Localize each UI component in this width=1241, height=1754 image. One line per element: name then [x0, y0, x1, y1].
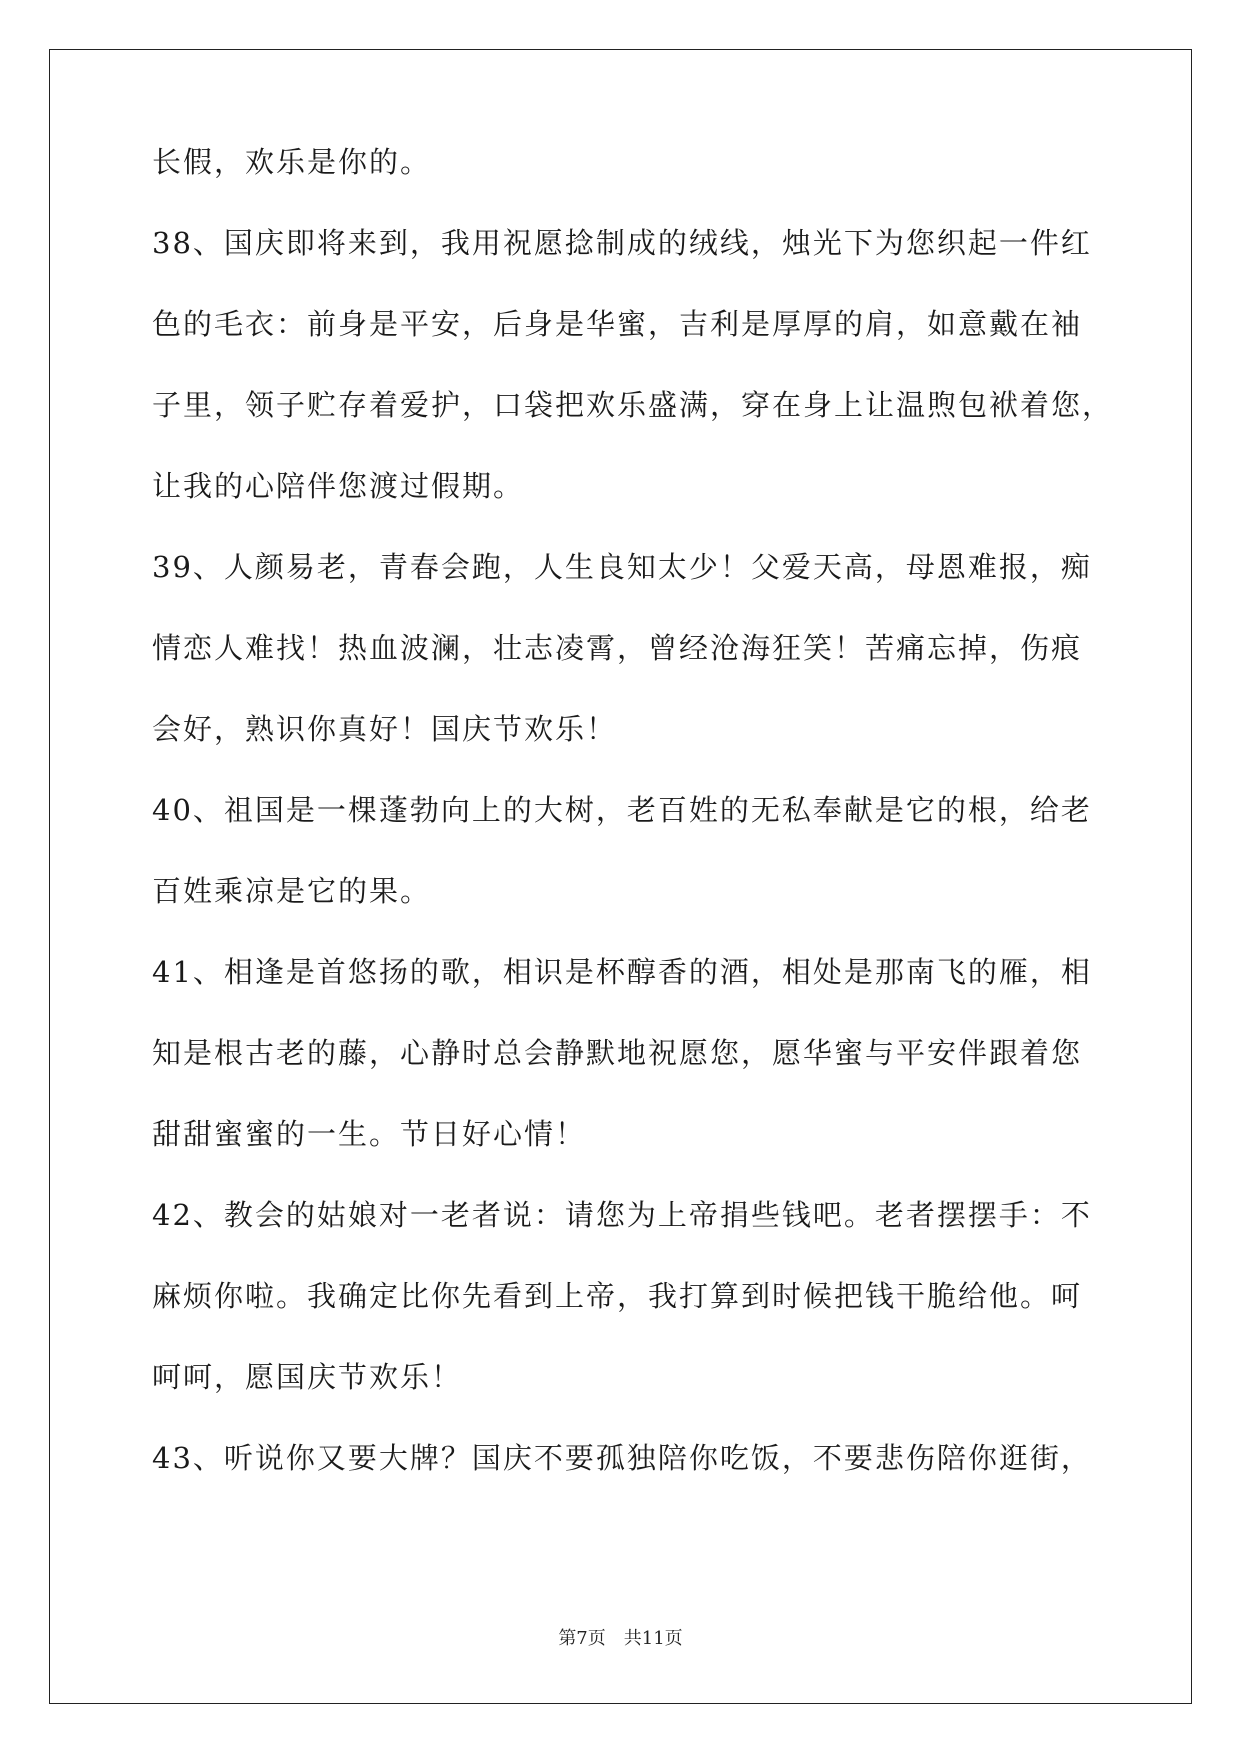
text-line: 甜甜蜜蜜的一生。节日好心情！	[152, 1117, 587, 1151]
text-line: 39、人颜易老，青春会跑，人生良知太少！父爱天高，母恩难报，痴	[152, 550, 1092, 584]
text-line: 情恋人难找！热血波澜，壮志凌霄，曾经沧海狂笑！苦痛忘掉，伤痕	[152, 631, 1083, 665]
text-line: 42、教会的姑娘对一老者说：请您为上帝捐些钱吧。老者摆摆手：不	[152, 1198, 1092, 1232]
text-line: 长假，欢乐是你的。	[152, 145, 432, 179]
page-total: 共11页	[623, 1628, 683, 1649]
page-footer	[0, 1624, 1241, 1650]
text-line: 麻烦你啦。我确定比你先看到上帝，我打算到时候把钱干脆给他。呵	[152, 1279, 1083, 1313]
text-line: 呵呵，愿国庆节欢乐！	[152, 1360, 463, 1394]
text-line: 子里，领子贮存着爱护，口袋把欢乐盛满，穿在身上让温煦包袱着您，	[152, 388, 1114, 422]
text-line: 41、相逢是首悠扬的歌，相识是杯醇香的酒，相处是那南飞的雁，相	[152, 955, 1092, 989]
text-line: 知是根古老的藤，心静时总会静默地祝愿您，愿华蜜与平安伴跟着您	[152, 1036, 1083, 1070]
text-line: 让我的心陪伴您渡过假期。	[152, 469, 525, 503]
page-number: 第7页	[558, 1628, 606, 1649]
text-line: 百姓乘凉是它的果。	[152, 874, 432, 908]
text-line: 38、国庆即将来到，我用祝愿捻制成的绒线，烛光下为您织起一件红	[152, 226, 1092, 260]
text-line: 色的毛衣：前身是平安，后身是华蜜，吉利是厚厚的肩，如意戴在袖	[152, 307, 1083, 341]
text-line: 43、听说你又要大牌？国庆不要孤独陪你吃饭，不要悲伤陪你逛街，	[152, 1441, 1092, 1475]
text-line: 会好，熟识你真好！国庆节欢乐！	[152, 712, 618, 746]
text-line: 40、祖国是一棵蓬勃向上的大树，老百姓的无私奉献是它的根，给老	[152, 793, 1092, 827]
document-body	[152, 145, 1117, 1539]
